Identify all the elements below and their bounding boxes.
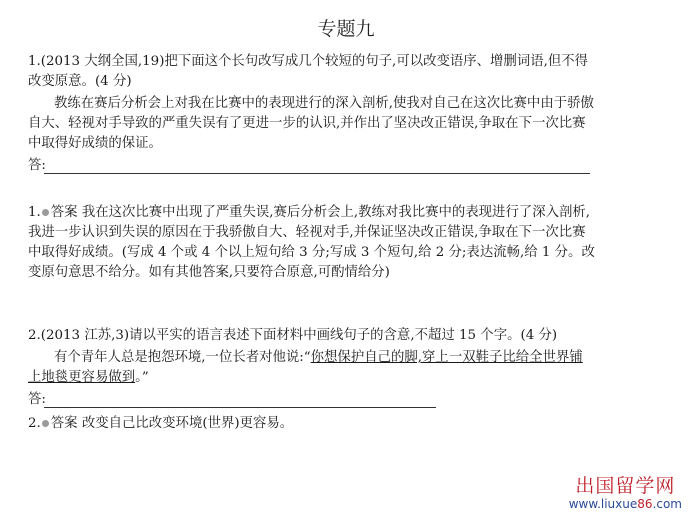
question-1-prompt: 1.(2013 大纲全国,19)把下面这个长句改写成几个较短的句子,可以改变语序、增删词语,但不得改变原意。(4 分) xyxy=(28,54,589,89)
question-2-answer-label: 答: xyxy=(28,392,46,407)
underlined-sentence: 你想保护自己的脚,穿上一双鞋子比给全世界铺上地毯更容易做到 xyxy=(28,350,583,385)
answer-marker-icon xyxy=(42,209,49,216)
question-1-passage: 教练在赛后分析会上对我在比赛中的表现进行的深入剖析,使我对自己在这次比赛中由于骄傲自大、轻视对手导致的严重失误有了更进一步的认识,并作出了坚决改正错误,争取在下一次比赛中取得好成绩的保证。 xyxy=(28,96,594,151)
question-1-answer-label: 答: xyxy=(28,158,46,173)
answer-2-block xyxy=(28,414,596,434)
answer-marker-icon xyxy=(42,420,49,427)
watermark-url-number: 86 xyxy=(637,497,653,511)
site-watermark xyxy=(569,475,682,511)
question-2-passage-start: 有个青年人总是抱怨环境,一位长者对他说:“ xyxy=(54,350,311,365)
question-2-prompt: 2.(2013 江苏,3)请以平实的语言表述下面材料中画线句子的含意,不超过 15 个字。(4 分) xyxy=(28,328,558,343)
watermark-title: 出国留学网 xyxy=(575,475,676,497)
answer-1-number: 1. xyxy=(28,205,41,220)
page-title: 专题九 xyxy=(317,18,375,40)
answer-1-text: 答案 我在这次比赛中出现了严重失误,赛后分析会上,教练对我比赛中的表现进行了深入剖析,我进一步认识到失误的原因在于我骄傲自大、轻视对手,并保证坚决改正错误,争取在下一次比赛中取得好成绩。(写成 4 个或 4 个以上短句给 3 分;写成 3 个短句,给 2 分;表达流畅,给 1 分。改变原句意思不给分。如有其他答案,只要符合原意,可酌情给分) xyxy=(28,205,595,280)
question-2-answer-line xyxy=(44,407,436,408)
question-2-passage xyxy=(28,348,596,388)
watermark-url-prefix: www.liuxue xyxy=(568,497,638,511)
answer-2-number: 2. xyxy=(28,416,41,431)
watermark-url xyxy=(569,497,682,511)
question-1-answer-line xyxy=(44,173,590,174)
answer-2-text: 答案 改变自己比改变环境(世界)更容易。 xyxy=(50,416,294,431)
watermark-url-suffix: .com xyxy=(652,497,682,511)
answer-1-block xyxy=(28,203,596,283)
question-2-passage-end: 。” xyxy=(135,370,149,385)
